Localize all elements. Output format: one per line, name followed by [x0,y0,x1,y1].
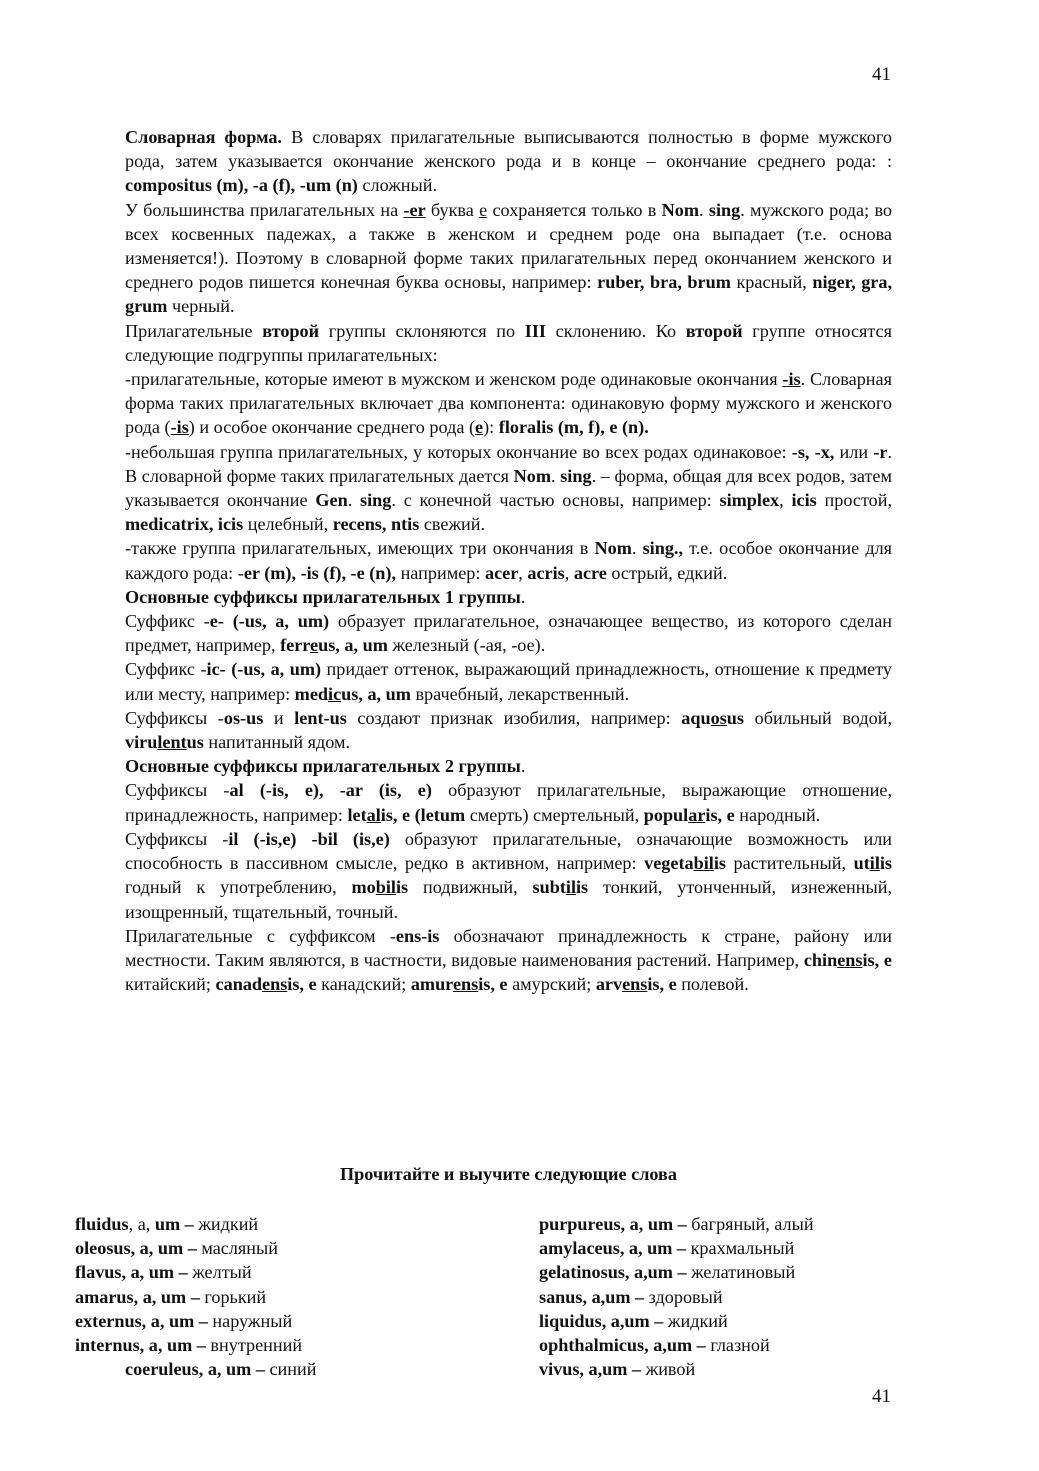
vocab-dash: – [180,1214,199,1234]
vocab-term: internus, a, um [75,1335,193,1356]
vocab-term: sanus, a,um [539,1286,631,1307]
vocab-dash: – [630,1286,649,1307]
vocab-dash: – [672,1238,691,1259]
vocab-entry [539,1333,814,1357]
vocab-meaning: здоровый [648,1286,723,1307]
vocab-meaning: наружный [212,1310,293,1331]
vocab-entry [539,1212,814,1236]
vocab-meaning: желтый [192,1262,252,1283]
page-number-bottom: 41 [872,1386,891,1407]
vocab-term: flavus, a, um [75,1262,175,1283]
vocab-term: oleosus, a, um [75,1238,184,1259]
paragraph: У большинства прилагательных на -er буква e сохраняется только в Nom. sing. мужского рода; во всех косвенных падежах, а также в женском и среднем роде она выпадает (т.е. основа изменяется!). Поэтому в словарной форме таких прилагательных перед окончанием женского и среднего родов пишется конечная буква основы, например: ruber, bra, brum красный, niger, gra, grum черный. [125,199,893,317]
paragraph: -также группа прилагательных, имеющих три окончания в Nom. sing., т.е. особое окончание для каждого рода: -er (m), -is (f), -e (n), например: acer, acris, acre острый, едкий. [125,538,893,583]
vocab-meaning: внутренний [210,1335,303,1356]
vocab-meaning: синий [269,1359,317,1380]
vocab-meaning: масляный [201,1238,278,1259]
vocab-entry [75,1285,317,1309]
vocab-dash: – [251,1359,270,1380]
vocab-entry [539,1236,814,1260]
vocab-entry [539,1285,814,1309]
paragraph: Словарная форма. В словарях прилагательные выписываются полностью в форме мужского рода, затем указывается окончание женского рода и в конце – окончание среднего рода: : compositus (m), -a (f), -um (n) сложный. [125,127,892,196]
paragraph: Суффиксы -os-us и lent-us создают признак изобилия, например: aquosus обильный водой, virulentus напитанный ядом. [125,707,893,753]
vocab-term: amylaceus, a, um [539,1238,673,1259]
vocab-entry [75,1333,317,1357]
vocab-term: externus, a, um [75,1310,195,1331]
vocab-dash: – [692,1335,711,1356]
vocab-entry [75,1260,317,1284]
paragraph: -прилагательные, которые имеют в мужском и женском роде одинаковые окончания -is. Словарная форма таких прилагательных включает два компонента: одинаковую форму мужского и женского рода (-is) и особое окончание среднего рода (e): floralis (m, f), e (n). [125,369,892,438]
paragraph: Прилагательные второй группы склоняются по III склонению. Ко второй группе относятся следующие подгруппы прилагательных: [125,320,892,365]
vocab-list-left [75,1212,317,1381]
paragraph: Суффикс -e- (-us, a, um) образует прилагательное, означающее вещество, из которого сделан предмет, например, ferreus, a, um железный (-ая, -ое). [125,611,892,656]
vocab-meaning: багряный, алый [691,1214,814,1234]
paragraph: Основные суффиксы прилагательных 2 группы. [125,756,526,777]
vocab-meaning: жидкий [667,1310,728,1331]
vocab-dash: – [672,1262,692,1283]
paragraph: Суффиксы -al (-is, e), -ar (is, e) образуют прилагательные, выражающие отношение, принадлежность, например: letalis, e (letum смерть) смертельный, popularis, e народный. [125,780,892,825]
vocab-term: amarus, a, um [75,1286,187,1307]
body-text [125,125,892,996]
vocab-meaning: желатиновый [691,1262,796,1283]
vocab-dash: – [192,1335,211,1356]
vocab-meaning: горький [204,1286,267,1307]
paragraph: Основные суффиксы прилагательных 1 группы. [125,586,526,607]
vocab-dash: – [186,1286,205,1307]
vocab-term: liquidus, a,um [539,1310,650,1331]
vocab-dash: – [627,1359,646,1380]
vocab-term: vivus, a,um [539,1359,628,1380]
vocab-entry [539,1309,814,1333]
vocab-meaning: живой [645,1359,696,1380]
paragraph: Суффикс -ic- (-us, a, um) придает оттенок, выражающий принадлежность, отношение к предмету или месту, например: medicus, a, um врачебный, лекарственный. [125,659,892,704]
vocab-entry [75,1357,317,1381]
vocab-dash: – [174,1262,193,1283]
vocab-entry [75,1212,317,1236]
page-number-top: 41 [872,64,891,85]
vocab-term: coeruleus, a, um [125,1359,252,1380]
vocab-term: ophthalmicus, a,um [539,1335,693,1356]
vocab-meaning: крахмальный [690,1238,795,1259]
paragraph: Прилагательные с суффиксом -ens-is обозначают принадлежность к стране, району или местности. Таким являются, в частности, видовые наименования растений. Например, chinensis, e китайский; canadensis, e канадский; amurensis, e амурский; arvensis, e полевой. [125,925,892,995]
vocab-forms: , a, um [128,1214,181,1234]
vocab-term: purpureus, a, um [539,1214,674,1234]
vocab-dash: – [673,1214,692,1234]
paragraph: -небольшая группа прилагательных, у которых окончание во всех родах одинаковое: -s, -x, или -r. В словарной форме таких прилагательных дается Nom. sing. – форма, общая для всех родов, затем указывается окончание Gen. sing. с конечной частью основы, например: simplex, icis простой, medicatrix, icis целебный, recens, ntis свежий. [125,441,893,535]
vocab-list-right [539,1212,814,1381]
vocab-entry [75,1236,317,1260]
vocab-dash: – [649,1310,668,1331]
vocab-term: gelatinosus, a,um [539,1262,673,1283]
vocab-meaning: глазной [710,1335,770,1356]
vocab-term: fluidus [75,1214,129,1234]
section-title: Прочитайте и выучите следующие слова [340,1164,677,1184]
vocab-entry [539,1260,814,1284]
vocab-entry [539,1357,814,1381]
vocab-entry [75,1309,317,1333]
vocab-dash: – [194,1310,213,1331]
paragraph: Суффиксы -il (-is,e) -bil (is,e) образуют прилагательные, означающие возможность или способность в пассивном смысле, редко в активном, например: vegetabilis растительный, utilis годный к употреблению, mobilis подвижный, subtilis тонкий, утонченный, изнеженный, изощренный, тщательный, точный. [125,828,893,922]
vocab-dash: – [183,1238,202,1259]
vocab-meaning: жидкий [198,1214,259,1234]
